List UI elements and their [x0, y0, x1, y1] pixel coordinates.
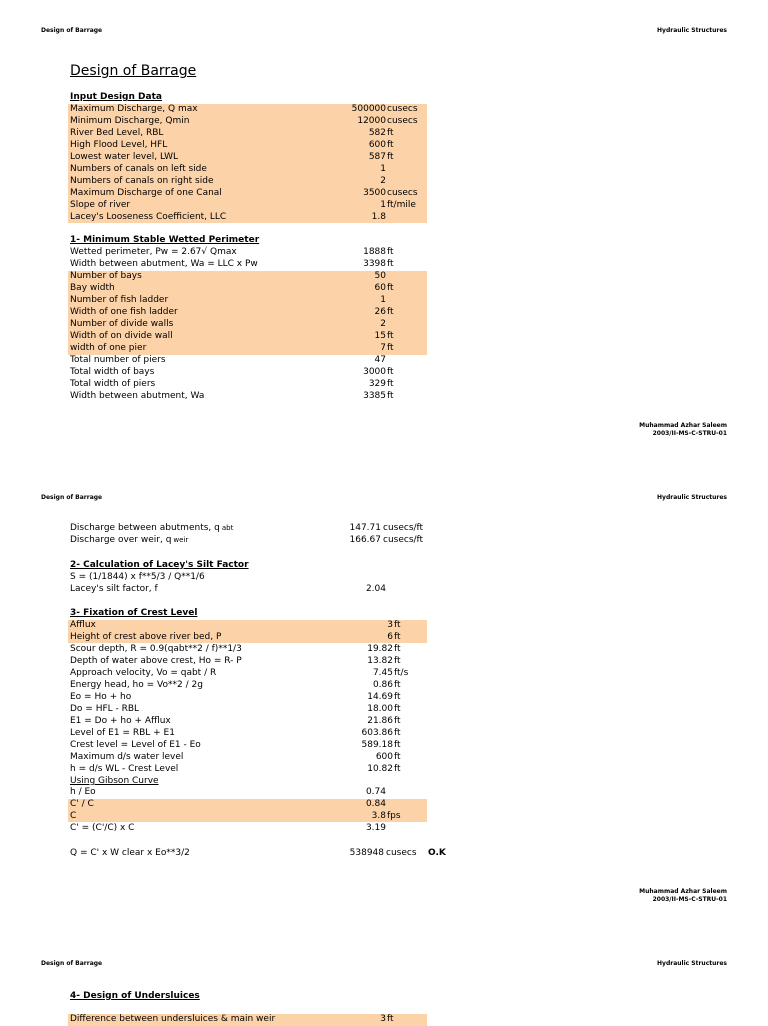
row-value: 538948	[349, 848, 384, 858]
row-value: 18.00	[367, 704, 393, 714]
row-label: Wetted perimeter, Pw = 2.67√ Qmax	[70, 247, 237, 257]
row-label: Slope of river	[70, 200, 131, 210]
row-label: Maximum Discharge, Q max	[70, 104, 198, 114]
row-label: Total width of bays	[70, 367, 155, 377]
row-label: width of one pier	[70, 343, 147, 353]
row-value: 3.8	[371, 811, 386, 821]
row-label: River Bed Level, RBL	[70, 128, 164, 138]
row-value: 7.45	[372, 668, 393, 678]
table-row	[70, 258, 394, 270]
row-value: 2.04	[365, 584, 386, 594]
row-unit: ft	[394, 716, 401, 726]
row-label: Height of crest above river bed, P	[70, 632, 222, 642]
input-row	[70, 282, 394, 294]
row-label: Do = HFL - RBL	[70, 704, 140, 714]
section2-heading: 2- Calculation of Lacey's Silt Factor	[70, 560, 249, 570]
row-value: 26	[374, 307, 386, 317]
row-label: Eo = Ho + ho	[70, 692, 132, 702]
input-row	[70, 139, 394, 151]
row-value: 13.82	[367, 656, 393, 666]
row-value: 166.67	[349, 535, 381, 545]
document-title: Design of Barrage	[70, 63, 197, 79]
row-unit: ft/s	[394, 668, 409, 678]
section3-heading: 3- Fixation of Crest Level	[70, 608, 198, 618]
input-row	[70, 294, 386, 306]
row-value: 1	[380, 164, 386, 174]
table-row	[70, 522, 424, 534]
input-row	[70, 163, 386, 175]
input-row	[70, 115, 418, 127]
row-label-subscript: weir	[173, 536, 189, 544]
row-unit: ft	[394, 764, 401, 774]
input-row	[70, 187, 418, 199]
row-label: h = d/s WL - Crest Level	[70, 764, 179, 774]
table-row	[70, 1013, 394, 1025]
row-unit: ft	[394, 692, 401, 702]
row-value: 60	[374, 283, 386, 293]
input-design-data-heading: Input Design Data	[70, 92, 162, 102]
row-unit: ft	[394, 656, 401, 666]
row-label: Width between abutment, Wa = LLC x Pw	[70, 259, 258, 269]
row-label: Maximum d/s water level	[70, 752, 184, 762]
row-value: 3	[380, 1014, 386, 1024]
row-label: C' / C	[70, 799, 94, 809]
table-row	[70, 847, 446, 859]
input-row	[70, 270, 386, 282]
input-row	[70, 127, 394, 139]
row-unit: cusecs/ft	[383, 535, 424, 545]
input-row	[70, 103, 418, 115]
row-value: 3.19	[365, 823, 386, 833]
row-label: High Flood Level, HFL	[70, 140, 168, 150]
row-value: 47	[374, 355, 386, 365]
row-value: 1	[380, 200, 386, 210]
row-value: 7	[380, 343, 386, 353]
input-row	[70, 318, 386, 330]
author-id: 2003/II-MS-C-STRU-01	[652, 430, 727, 437]
row-unit: ft	[387, 391, 394, 401]
row-value: 3	[387, 620, 393, 630]
row-label: Bay width	[70, 283, 115, 293]
table-row	[70, 583, 386, 595]
page2-header-right: Hydraulic Structures	[657, 494, 727, 501]
section4-heading: 4- Design of Undersluices	[70, 991, 200, 1001]
table-row	[70, 354, 386, 366]
row-value: 50	[374, 271, 386, 281]
author-name: Muhammad Azhar Saleem	[639, 422, 727, 429]
row-value: 0.74	[365, 787, 386, 797]
row-unit: cusecs	[386, 848, 417, 858]
row-value: 10.82	[367, 764, 393, 774]
table-row	[70, 643, 401, 655]
row-label: Width of one fish ladder	[70, 307, 178, 317]
input-row	[70, 151, 394, 163]
row-value: 600	[368, 140, 386, 150]
row-value: 603.86	[361, 728, 393, 738]
row-unit: ft	[387, 343, 394, 353]
row-unit: ft	[387, 140, 394, 150]
row-value: 3398	[363, 259, 386, 269]
row-label: Difference between undersluices & main weir	[70, 1014, 276, 1024]
row-label: Total width of piers	[70, 379, 156, 389]
author-id: 2003/II-MS-C-STRU-01	[652, 896, 727, 903]
row-value: 1.8	[371, 212, 386, 222]
table-row	[70, 655, 401, 667]
row-label: C	[70, 811, 77, 821]
gibson-curve-label: Using Gibson Curve	[70, 776, 159, 786]
page2-footer	[639, 888, 727, 904]
table-row	[70, 822, 386, 834]
row-unit: ft	[394, 620, 401, 630]
row-value: 1	[380, 295, 386, 305]
row-unit: cusecs	[387, 116, 418, 126]
row-unit: ft	[387, 331, 394, 341]
row-unit: ft	[387, 367, 394, 377]
table-row	[70, 667, 409, 679]
table-row	[70, 246, 394, 258]
row-label: Q = C' x W clear x Eo**3/2	[70, 848, 190, 858]
table-row	[70, 727, 401, 739]
input-row	[70, 810, 401, 822]
input-row	[70, 342, 394, 354]
table-row	[70, 786, 386, 798]
row-unit: ft	[394, 740, 401, 750]
row-label: Minimum Discharge, Qmin	[70, 116, 190, 126]
table-row	[70, 534, 424, 546]
row-label: Energy head, ho = Vo**2 / 2g	[70, 680, 203, 690]
row-label: Lacey's silt factor, f	[70, 584, 158, 594]
section1-heading: 1- Minimum Stable Wetted Perimeter	[70, 235, 260, 245]
row-unit: ft	[387, 283, 394, 293]
row-unit: ft	[394, 644, 401, 654]
table-row	[70, 390, 394, 402]
row-label: Width between abutment, Wa	[70, 391, 205, 401]
row-unit: ft	[387, 379, 394, 389]
author-name: Muhammad Azhar Saleem	[639, 888, 727, 895]
row-label: Total number of piers	[70, 355, 166, 365]
page1-header-left: Design of Barrage	[41, 27, 103, 34]
table-row	[70, 679, 401, 691]
row-value: 3500	[363, 188, 386, 198]
row-value: 587	[368, 152, 386, 162]
row-label: Scour depth, R = 0.9(qabt**2 / f)**1/3	[70, 644, 242, 654]
page1-footer	[639, 422, 727, 438]
row-label: Numbers of canals on right side	[70, 176, 214, 186]
row-label: Number of divide walls	[70, 319, 174, 329]
row-unit: ft	[387, 259, 394, 269]
table-row	[70, 715, 401, 727]
input-row	[70, 619, 401, 631]
table-row	[70, 703, 401, 715]
input-row	[70, 175, 386, 187]
row-value: 14.69	[367, 692, 393, 702]
row-label: Lacey's Looseness Coefficient, LLC	[70, 212, 227, 222]
page3-header-left: Design of Barrage	[41, 960, 103, 967]
row-label: Maximum Discharge of one Canal	[70, 188, 222, 198]
table-row	[70, 751, 401, 763]
row-label: Afflux	[70, 620, 96, 630]
input-row	[70, 631, 401, 643]
row-label: E1 = Do + ho + Afflux	[70, 716, 171, 726]
row-label-subscript: abt	[221, 524, 234, 532]
row-label: Approach velocity, Vo = qabt / R	[70, 668, 217, 678]
row-unit: ft	[394, 728, 401, 738]
row-value: 582	[368, 128, 386, 138]
row-value: 21.86	[367, 716, 393, 726]
row-value: 6	[387, 632, 393, 642]
page3-header-right: Hydraulic Structures	[657, 960, 727, 967]
table-row	[70, 691, 401, 703]
row-unit: ft	[394, 632, 401, 642]
table-row	[70, 366, 394, 378]
row-value: 500000	[351, 104, 386, 114]
row-unit: ft	[387, 307, 394, 317]
status-ok-label: O.K	[428, 848, 446, 858]
table-row	[70, 763, 401, 775]
row-unit: cusecs	[387, 104, 418, 114]
row-unit: ft/mile	[387, 200, 416, 210]
row-unit: ft	[387, 152, 394, 162]
row-value: 0.84	[365, 799, 386, 809]
row-value: 2	[380, 176, 386, 186]
silt-formula: S = (1/1844) x f**5/3 / Q**1/6	[70, 572, 205, 582]
row-value: 147.71	[349, 523, 381, 533]
row-label: Width of on divide wall	[70, 331, 173, 341]
row-unit: ft	[387, 128, 394, 138]
row-unit: ft	[387, 1014, 394, 1024]
row-value: 15	[374, 331, 386, 341]
row-value: 19.82	[367, 644, 393, 654]
row-value: 3000	[363, 367, 386, 377]
row-label: Lowest water level, LWL	[70, 152, 179, 162]
row-unit: ft	[394, 704, 401, 714]
row-value: 0.86	[372, 680, 393, 690]
row-label: h / Eo	[70, 787, 96, 797]
input-row	[70, 306, 394, 318]
row-label: Discharge between abutments, q	[70, 523, 220, 533]
input-row	[70, 798, 386, 810]
row-value: 600	[375, 752, 393, 762]
page2-header-left: Design of Barrage	[41, 494, 103, 501]
row-unit: fps	[387, 811, 401, 821]
row-label: Level of E1 = RBL + E1	[70, 728, 175, 738]
row-value: 12000	[357, 116, 386, 126]
row-label: Numbers of canals on left side	[70, 164, 207, 174]
row-value: 329	[368, 379, 386, 389]
row-unit: ft	[394, 752, 401, 762]
row-label: Crest level = Level of E1 - Eo	[70, 740, 201, 750]
row-label: Depth of water above crest, Ho = R- P	[70, 656, 242, 666]
row-unit: ft	[387, 247, 394, 257]
row-unit: cusecs/ft	[383, 523, 424, 533]
row-label: Discharge over weir, q	[70, 535, 172, 545]
row-value: 1888	[363, 247, 386, 257]
row-value: 2	[380, 319, 386, 329]
table-row	[70, 378, 394, 390]
table-row	[70, 739, 401, 751]
page1-header-right: Hydraulic Structures	[657, 27, 727, 34]
row-label: Number of bays	[70, 271, 142, 281]
input-row	[70, 211, 386, 223]
input-row	[70, 199, 416, 211]
row-unit: cusecs	[387, 188, 418, 198]
row-value: 3385	[363, 391, 386, 401]
input-row	[70, 330, 394, 342]
row-value: 589.18	[361, 740, 393, 750]
row-label: C' = (C'/C) x C	[70, 823, 135, 833]
row-label: Number of fish ladder	[70, 295, 169, 305]
row-unit: ft	[394, 680, 401, 690]
